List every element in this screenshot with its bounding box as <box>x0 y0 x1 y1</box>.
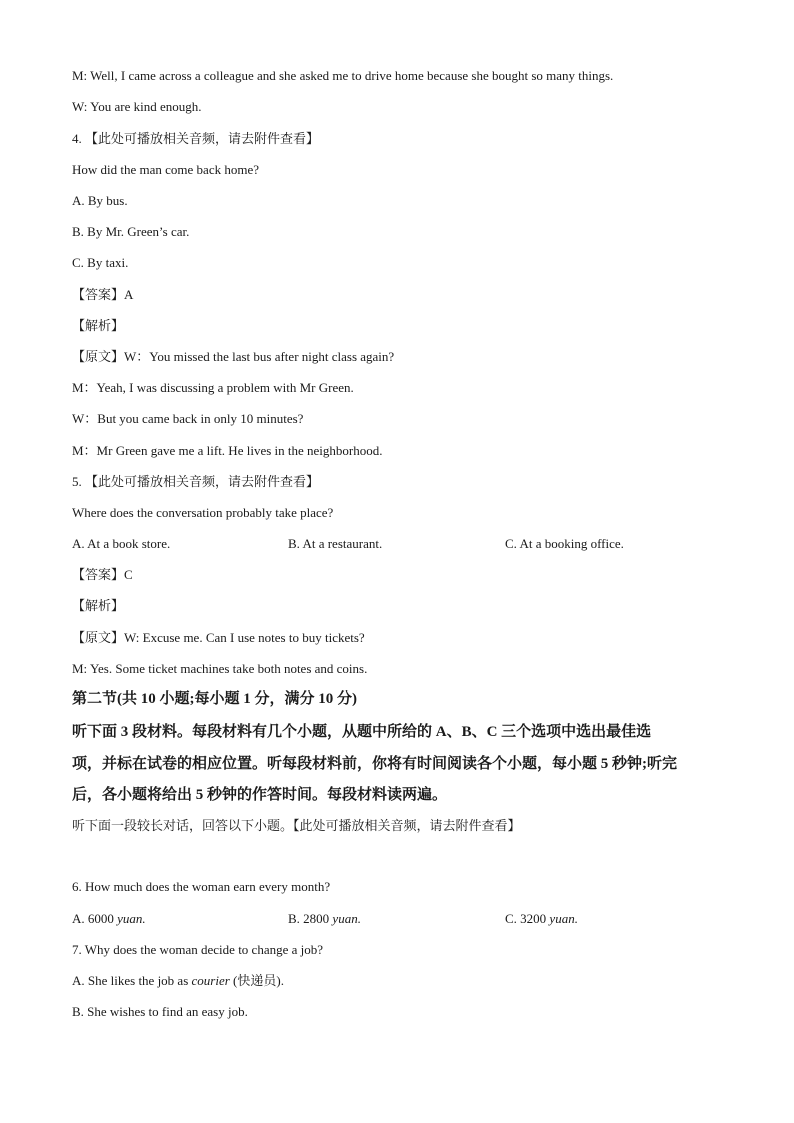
q5-option-a: A. At a book store. <box>72 536 171 551</box>
q5-option-c: C. At a booking office. <box>505 536 624 551</box>
q5-transcript-line: M: Yes. Some ticket machines take both notes and coins. <box>72 661 368 676</box>
q4-transcript-line: M：Yeah, I was discussing a problem with Mr Green. <box>72 380 354 395</box>
listen-prompt: 听下面一段较长对话，回答以下小题。【此处可播放相关音频，请去附件查看】 <box>72 818 521 833</box>
q5-analysis-label: 【解析】 <box>72 598 125 613</box>
question-5-text: Where does the conversation probably take place? <box>72 505 334 520</box>
dialogue-line: M: Well, I came across a colleague and she asked me to drive home because she bought so many things. <box>72 68 614 83</box>
q5-answer: 【答案】C <box>72 567 133 582</box>
question-4-header: 4. 【此处可播放相关音频，请去附件查看】 <box>72 131 320 146</box>
section-2-instructions: 听下面 3 段材料。每段材料有几个小题，从题中所给的 A、B、C 三个选项中选出最佳选 <box>72 724 652 740</box>
question-5-header: 5. 【此处可播放相关音频，请去附件查看】 <box>72 474 320 489</box>
q4-transcript-line: M：Mr Green gave me a lift. He lives in the neighborhood. <box>72 443 383 458</box>
q7-option-b: B. She wishes to find an easy job. <box>72 1004 248 1019</box>
q6-option-a: A. 6000 yuan. <box>72 911 146 926</box>
q6-option-b: B. 2800 yuan. <box>288 911 361 926</box>
q5-transcript-line: 【原文】W: Excuse me. Can I use notes to buy tickets? <box>72 630 365 645</box>
question-4-text: How did the man come back home? <box>72 162 259 177</box>
q4-option-c: C. By taxi. <box>72 255 129 270</box>
q4-option-b: B. By Mr. Green’s car. <box>72 224 190 239</box>
section-2-title: 第二节(共 10 小题;每小题 1 分，满分 10 分) <box>72 691 357 707</box>
q4-option-a: A. By bus. <box>72 193 128 208</box>
q4-analysis-label: 【解析】 <box>72 318 125 333</box>
q4-transcript-line: 【原文】W：You missed the last bus after night class again? <box>72 349 395 364</box>
section-2-instructions: 后，各小题将给出 5 秒钟的作答时间。每段材料读两遍。 <box>72 787 448 803</box>
question-6-text: 6. How much does the woman earn every month? <box>72 879 331 894</box>
q4-answer: 【答案】A <box>72 287 134 302</box>
question-7-text: 7. Why does the woman decide to change a job? <box>72 942 324 957</box>
q6-option-c: C. 3200 yuan. <box>505 911 578 926</box>
q7-option-a: A. She likes the job as courier (快递员). <box>72 973 284 988</box>
q4-transcript-line: W：But you came back in only 10 minutes? <box>72 411 304 426</box>
section-2-instructions: 项，并标在试卷的相应位置。听每段材料前，你将有时间阅读各个小题，每小题 5 秒钟;听完 <box>72 756 677 772</box>
dialogue-line: W: You are kind enough. <box>72 99 202 114</box>
q5-option-b: B. At a restaurant. <box>288 536 383 551</box>
